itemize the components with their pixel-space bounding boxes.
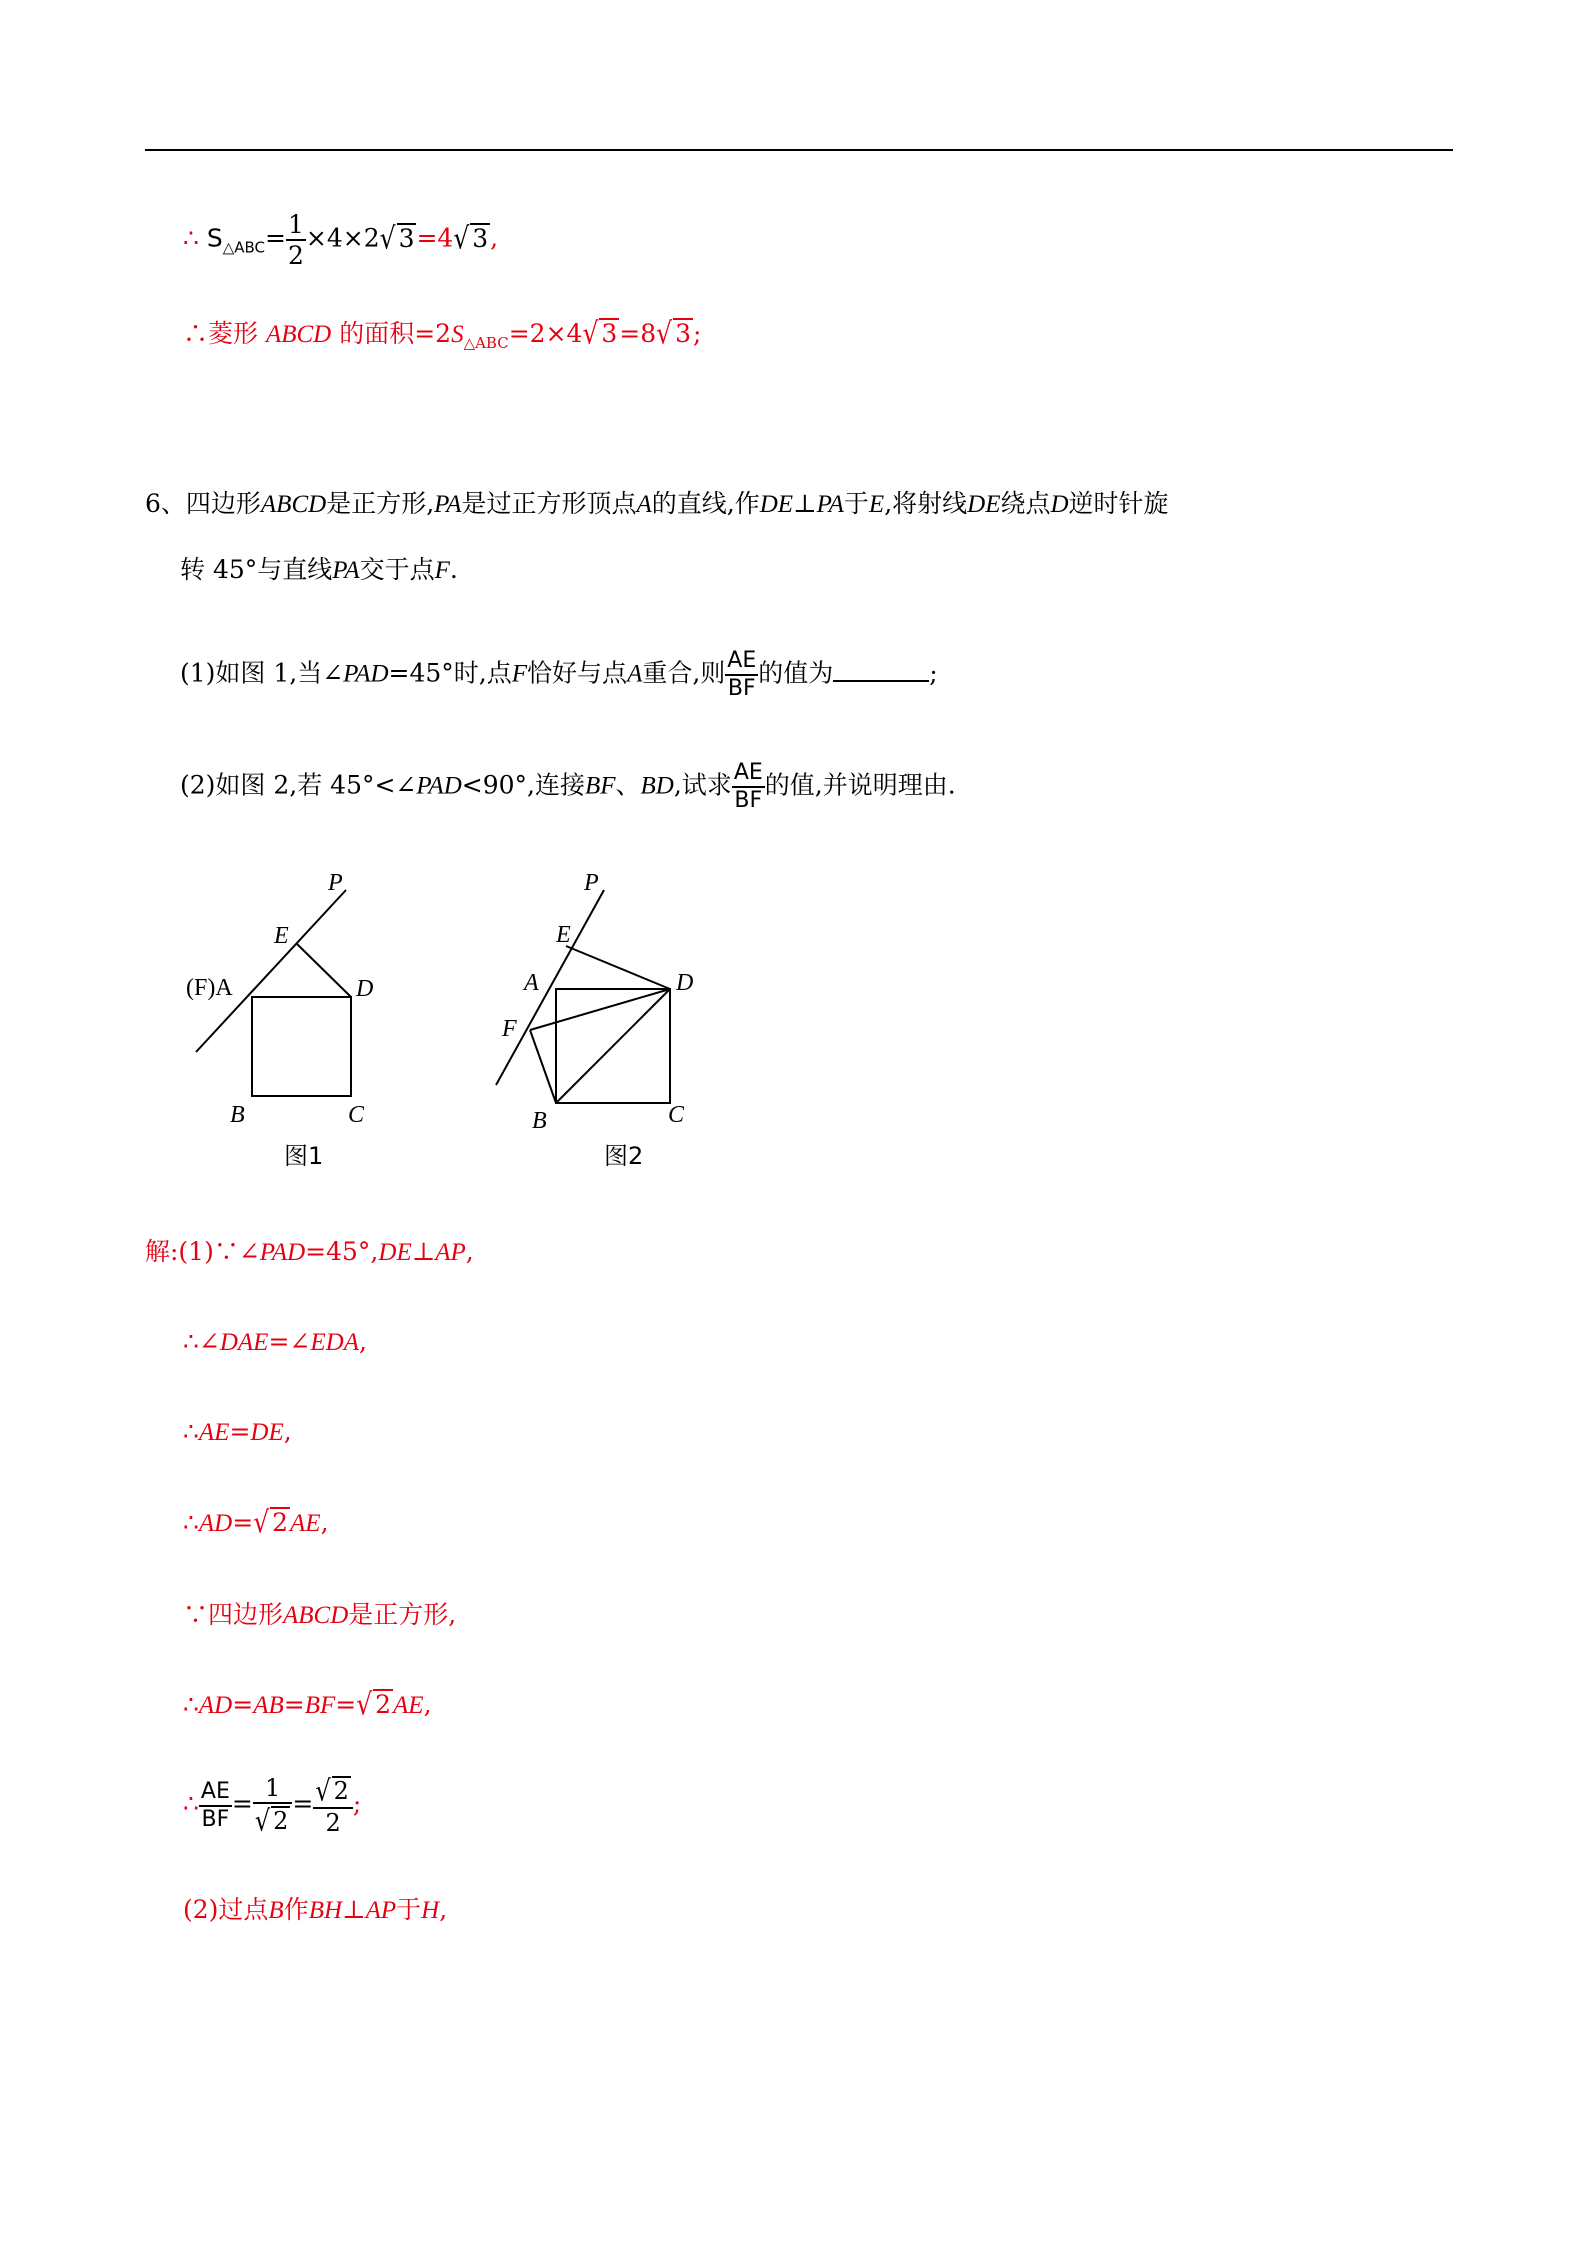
solution-line-5: ∵四边形ABCD是正方形, xyxy=(183,1600,457,1629)
segment-ed-2 xyxy=(566,946,670,989)
label-c-2: C xyxy=(668,1102,685,1128)
label-a-2: A xyxy=(524,970,539,996)
square-abcd xyxy=(252,997,351,1096)
problem-line-2: 转 45°与直线PA交于点F. xyxy=(180,555,458,584)
label-p: P xyxy=(328,870,343,896)
fraction-root2-over-2: $\frac{√ 2}{2}$ xyxy=(313,1776,353,1834)
radical-sign: √ xyxy=(379,220,396,256)
label-d-2: D xyxy=(676,970,694,996)
label-c: C xyxy=(348,1102,365,1128)
question-2: (2)如图 2,若 45°<∠PAD<90°,连接BF、BD,试求 $\frac{AE}{BF}$ 的值,并说明理由. xyxy=(180,760,956,813)
label-f-2: F xyxy=(502,1016,517,1042)
solution-line-8: (2)过点B作BH⊥AP于H, xyxy=(183,1895,448,1924)
fraction-one-over-root2: $\frac{1}{√ 2}$ xyxy=(253,1776,293,1834)
problem-line-1: 6、四边形ABCD是正方形,PA是过正方形顶点A的直线,作DE⊥PA于E,将射线DE绕点D逆时针旋 xyxy=(145,489,1169,518)
solution-line-4: ∴AD=√ 2AE, xyxy=(183,1505,329,1540)
label-e-2: E xyxy=(556,922,571,948)
figure-2 xyxy=(480,860,720,1180)
fraction-half: $\frac{1}{2}$ xyxy=(288,210,304,270)
solution-line-1: 解:(1)∵∠PAD=45°,DE⊥AP, xyxy=(145,1237,474,1266)
solution-line-6: ∴AD=AB=BF=√ 2AE, xyxy=(183,1687,432,1722)
caption-fig2: 图2 xyxy=(604,1142,644,1170)
solution-line-2: ∴∠DAE=∠EDA, xyxy=(183,1327,367,1356)
area-triangle-line: ∴ $S_{\triangle ABC}=$ $\frac{1}{2}$ ×4×2√ 3=4√ 3, xyxy=(183,210,499,270)
answer-blank[interactable] xyxy=(833,658,929,682)
segment-ed xyxy=(297,944,351,997)
label-e: E xyxy=(274,923,289,949)
segment-bf xyxy=(530,1030,556,1103)
fraction-ae-bf-2: $\frac{AE}{BF}$ xyxy=(733,760,763,813)
label-p-2: P xyxy=(584,870,599,896)
figure-1 xyxy=(180,860,420,1180)
label-fa: (F)A xyxy=(186,975,233,1001)
fraction-ae-bf-3: $\frac{AE}{BF}$ xyxy=(200,1778,230,1832)
solution-line-3: ∴AE=DE, xyxy=(183,1417,292,1446)
header-rule xyxy=(145,149,1453,151)
caption-fig1: 图1 xyxy=(284,1142,324,1170)
label-d: D xyxy=(356,976,374,1002)
line-pa-2 xyxy=(496,890,604,1085)
label-b-2: B xyxy=(532,1108,547,1134)
solution-line-7: ∴ $\frac{AE}{BF}$ = $\frac{1}{√ 2}$ = $\frac{√ 2}{2}$ ; xyxy=(183,1774,362,1839)
fraction-ae-bf: $\frac{AE}{BF}$ xyxy=(727,648,757,701)
label-b: B xyxy=(230,1102,245,1128)
question-1: (1)如图 1,当∠PAD=45°时,点F恰好与点A重合,则 $\frac{AE}{BF}$ 的值为 ; xyxy=(180,648,938,701)
area-rhombus-line: ∴菱形 ABCD 的面积$=2S_{\triangle ABC}=2\times 4√$ 3=8√ 3; xyxy=(183,316,702,352)
